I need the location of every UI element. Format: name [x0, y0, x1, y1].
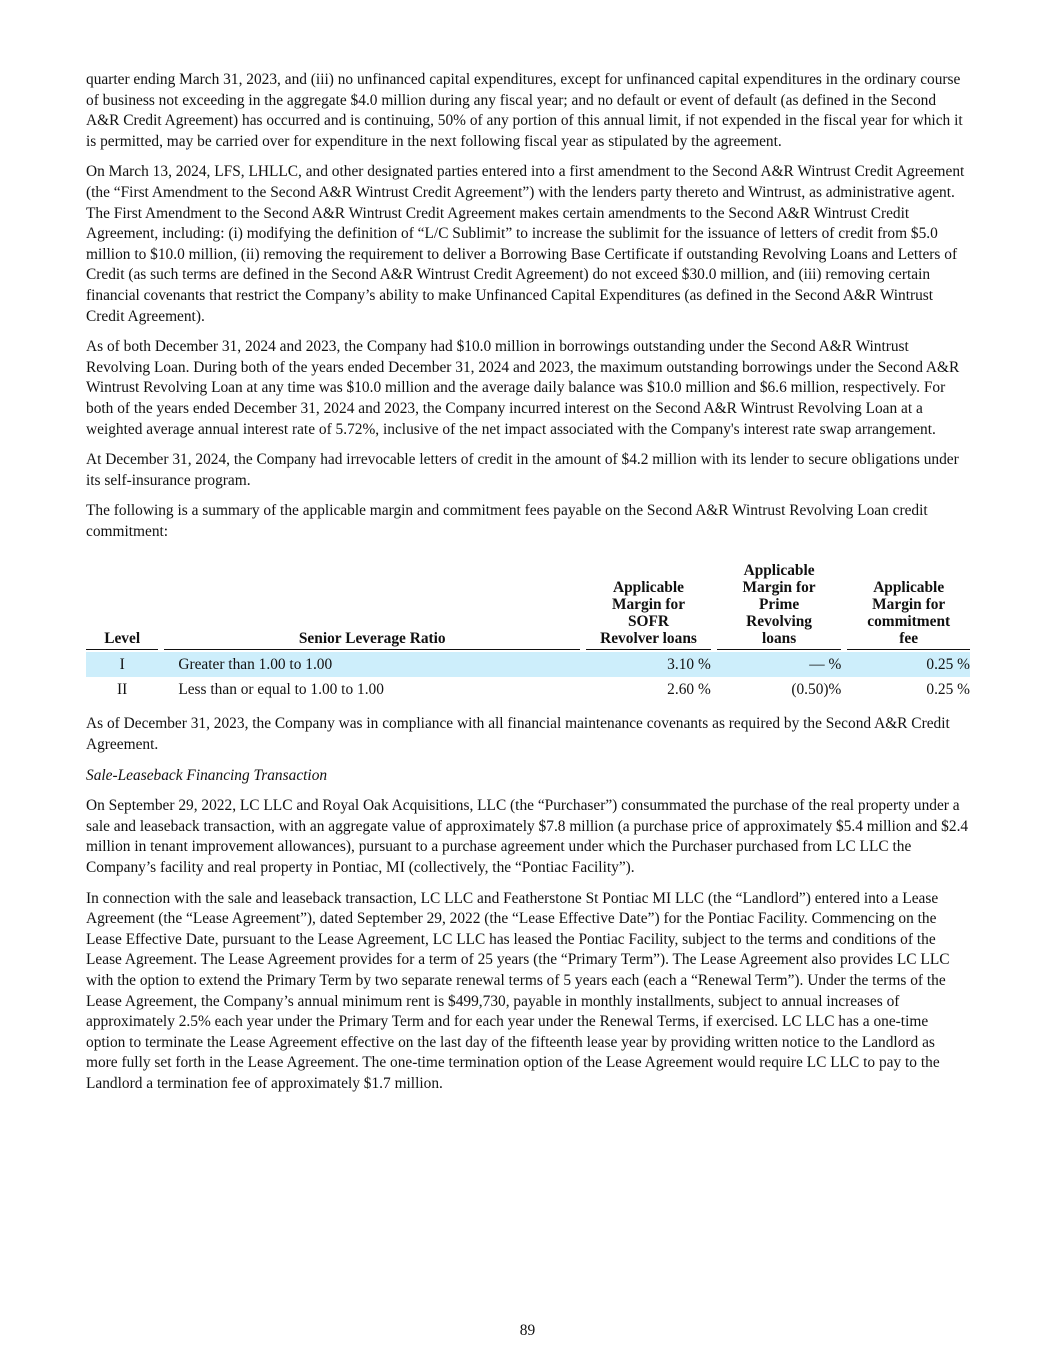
header-level: Level: [86, 562, 158, 652]
header-senior-leverage-ratio: Senior Leverage Ratio: [164, 562, 580, 652]
header-commitment-fee: Applicable Margin for commitment fee: [847, 562, 970, 652]
header-prime-margin: Applicable Margin for Prime Revolving loans: [717, 562, 842, 652]
paragraph-first-amendment: On March 13, 2024, LFS, LHLLC, and other designated parties entered into a first amendment to the Second A&R Wintrust Credit Agreement (the “First Amendment to the Second A&R Wintrust Credit Agreement”) with the lenders party thereto and Wintrust, as administrative agent. The First Amendment to the Second A&R Wintrust Credit Agreement makes certain amendments to the Second A&R Wintrust Credit Agreement, including: (i) modifying the definition of “L/C Sublimit” to increase the sublimit for the issuance of letters of credit from $5.0 million to $10.0 million, (ii) removing the requirement to deliver a Borrowing Base Certificate if outstanding Revolving Loans and Letters of Credit (as such terms are defined in the Second A&R Wintrust Credit Agreement) do not exceed $30.0 million, and (iii) removing certain financial covenants that restrict the Company’s ability to make Unfinanced Capital Expenditures (as defined in the Second A&R Wintrust Credit Agreement).: [86, 163, 965, 325]
paragraph-sale-leaseback-purchase: On September 29, 2022, LC LLC and Royal Oak Acquisitions, LLC (the “Purchaser”) consummated the purchase of the real property under a sale and leaseback transaction, with an aggregate value of approximately $7.8 million (a purchase price of approximately $5.4 million and $2.4 million in tenant improvement allowances), pursuant to a purchase agreement under which the Purchaser purchased from LC LLC the Company’s facility and real property in Pontiac, MI (collectively, the “Pontiac Facility”).: [86, 797, 969, 877]
table-row: [86, 652, 970, 677]
margin-fee-table: [86, 562, 970, 702]
cell-ratio: Less than or equal to 1.00 to 1.00: [178, 681, 384, 699]
cell-prime: — %: [717, 652, 842, 677]
paragraph-lease-agreement: In connection with the sale and leaseback transaction, LC LLC and Featherstone St Pontiac MI LLC (the “Landlord”) entered into a Lease Agreement (the “Lease Agreement”), dated September 29, 2022 (the “Lease Effective Date”) for the Pontiac Facility. Commencing on the Lease Effective Date, pursuant to the Lease Agreement, LC LLC has leased the Pontiac Facility, subject to the terms and conditions of the Lease Agreement. The Lease Agreement provides for a term of 25 years (the “Primary Term”). The Lease Agreement also provides LC LLC with the option to extend the Primary Term by two separate renewal terms of 5 years each (each a “Renewal Term”). Under the terms of the Lease Agreement, the Company’s annual minimum rent is $499,730, payable in monthly installments, subject to annual increases of approximately 2.5% each year under the Primary Term and for each year under the Renewal Terms, if exercised. LC LLC has a one-time option to terminate the Lease Agreement effective on the last day of the fifteenth lease year by providing written notice to the Landlord as more fully set forth in the Lease Agreement. The one-time termination option of the Lease Agreement would require LC LLC to pay to the Landlord a termination fee of approximately $1.7 million.: [86, 889, 950, 1092]
cell-fee: 0.25 %: [926, 681, 970, 699]
document-page: [86, 70, 970, 1105]
cell-sofr: 3.10 %: [586, 652, 711, 677]
cell-level: II: [117, 681, 128, 699]
cell-fee: 0.25 %: [847, 652, 970, 677]
paragraph-borrowings: As of both December 31, 2024 and 2023, the Company had $10.0 million in borrowings outstanding under the Second A&R Wintrust Revolving Loan. During both of the years ended December 31, 2024 and 2023, the maximum outstanding borrowings under the Second A&R Wintrust Revolving Loan at any time was $10.0 million and the average daily balance was $10.0 million and $6.6 million, respectively. For both of the years ended December 31, 2024 and 2023, the Company incurred interest on the Second A&R Wintrust Revolving Loan at a weighted average annual interest rate of 5.72%, inclusive of the net impact associated with the Company's interest rate swap arrangement.: [86, 338, 960, 438]
paragraph-compliance: As of December 31, 2023, the Company was in compliance with all financial maintenance covenants as required by the Second A&R Credit Agreement.: [86, 715, 950, 754]
section-heading-sale-leaseback: Sale-Leaseback Financing Transaction: [86, 766, 328, 784]
cell-level: I: [86, 652, 158, 677]
page-number: 89: [519, 1322, 536, 1339]
paragraph-letters-of-credit: At December 31, 2024, the Company had irrevocable letters of credit in the amount of $4.2 million with its lender to secure obligations under its self-insurance program.: [86, 451, 959, 489]
paragraph-table-intro: The following is a summary of the applicable margin and commitment fees payable on the Second A&R Wintrust Revolving Loan credit commitment:: [86, 502, 928, 540]
cell-sofr: 2.60 %: [667, 681, 711, 699]
paragraph-capex-limit: quarter ending March 31, 2023, and (iii) no unfinanced capital expenditures, except for unfinanced capital expenditures in the ordinary course of business not exceeding in the aggregate $4.0 million during any fiscal year; and no default or event of default (as defined in the Second A&R Credit Agreement) has occurred and is continuing, 50% of any portion of this annual limit, if not expended in the fiscal year for which it is permitted, may be carried over for expenditure in the next following fiscal year as stipulated by the agreement.: [86, 71, 963, 150]
cell-ratio: Greater than 1.00 to 1.00: [164, 652, 580, 677]
table-row: [86, 677, 970, 702]
table-header-row: [86, 562, 970, 652]
header-sofr-margin: Applicable Margin for SOFR Revolver loans: [586, 562, 711, 652]
cell-prime: (0.50)%: [791, 681, 842, 699]
